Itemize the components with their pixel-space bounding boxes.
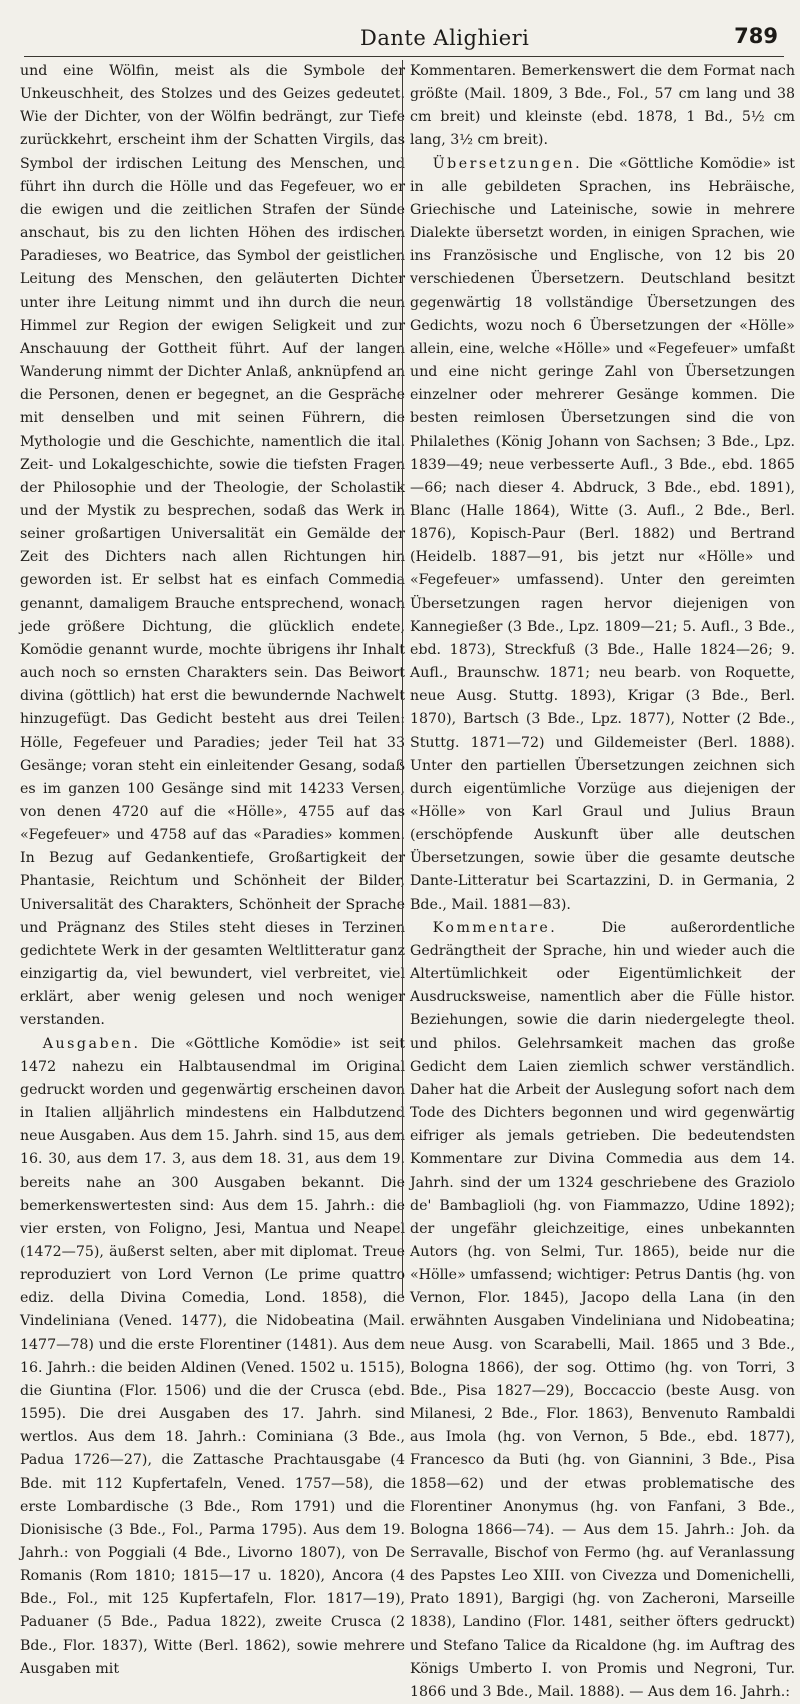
section-heading-kommentare: Kommentare. — [432, 919, 558, 936]
paragraph-uebersetzungen-text: Die «Göttliche Komödie» ist in alle gebildeten Sprachen, ins Hebräische, Griechische und Lateinische, sowie in mehrere Dialekte übersetzt worden, in einigen Sprachen, wie ins Französische und Englische, von 12 bis 20 verschiedenen Übersetzern. Deutschland besitzt gegenwärtig 18 vollständige Übersetzungen des Gedichts, wozu noch 6 Übersetzungen der «Hölle» allein, eine, welche «Hölle» und «Fegefeuer» umfaßt und eine nicht geringe Zahl von Übersetzungen einzelner oder mehrerer Gesänge kommen. Die besten reimlosen Übersetzungen sind die von Philalethes (König Johann von Sachsen; 3 Bde., Lpz. 1839—49; neue verbesserte Aufl., 3 Bde., ebd. 1865—66; nach dieser 4. Abdruck, 3 Bde., ebd. 1891), Blanc (Halle 1864), Witte (3. Aufl., 2 Bde., Berl. 1876), Kopisch-Paur (Berl. 1882) und Bertrand (Heidelb. 1887—91, bis jetzt nur «Hölle» und «Fegefeuer» umfassend). Unter den gereimten Übersetzungen ragen hervor diejenigen von Kannegießer (3 Bde., Lpz. 1809—21; 5. Aufl., 3 Bde., ebd. 1873), Streckfuß (3 Bde., Halle 1824—26; 9. Aufl., Braunschw. 1871; neu bearb. von Roquette, neue Ausg. Stuttg. 1893), Krigar (3 Bde., Berl. 1870), Bartsch (3 Bde., Lpz. 1877), Notter (2 Bde., Stuttg. 1871—72) und Gildemeister (Berl. 1888). Unter den partiellen Übersetzungen zeichnen sich durch eigentümliche Vorzüge aus diejenigen der «Hölle» von Karl Graul und Julius Braun (erschöpfende Auskunft über alle deutschen Übersetzungen, sowie über die gesamte deutsche Dante-Litteratur bei Scartazzini, D. in Germania, 2 Bde., Mail. 1881—83). — [410, 155, 795, 913]
paragraph-ausgaben — [20, 1033, 405, 1681]
paragraph-symbolism: und eine Wölfin, meist als die Symbole der Unkeuschheit, des Stolzes und des Geizes gedeutet. Wie der Dichter, von der Wölfin bedrängt, zur Tiefe zurückkehrt, erscheint ihm der Schatten Virgils, das Symbol der irdischen Leitung des Menschen, und führt ihn durch die Hölle und das Fegefeuer, wo er die ewigen und die zeitlichen Strafen der Sünde anschaut, bis zu den lichten Höhen des irdischen Paradieses, wo Beatrice, das Symbol der geistlichen Leitung des Menschen, den geläuterten Dichter unter ihre Leitung nimmt und ihn durch die neun Himmel zur Region der ewigen Seligkeit und zur Anschauung der Gottheit führt. Auf der langen Wanderung nimmt der Dichter Anlaß, anknüpfend an die Personen, denen er begegnet, an die Gespräche mit denselben und mit seinen Führern, die Mythologie und die Geschichte, namentlich die ital. Zeit- und Lokalgeschichte, sowie die tiefsten Fragen der Philosophie und der Theologie, der Scholastik und der Mystik zu besprechen, sodaß das Werk in seiner großartigen Universalität ein Gemälde der Zeit des Dichters nach allen Richtungen hin geworden ist. Er selbst hat es einfach Commedia genannt, damaligem Brauche entsprechend, wonach jede größere Dichtung, die glücklich endete, Komödie genannt wurde, mochte übrigens ihr Inhalt auch noch so ernsten Charakters sein. Das Beiwort divina (göttlich) hat erst die bewundernde Nachwelt hinzugefügt. Das Gedicht besteht aus drei Teilen: Hölle, Fegefeuer und Paradies; jeder Teil hat 33 Gesänge; voran steht ein einleitender Gesang, sodaß es im ganzen 100 Gesänge sind mit 14233 Versen, von denen 4720 auf die «Hölle», 4755 auf das «Fegefeuer» und 4758 auf das «Paradies» kommen. In Bezug auf Gedankentiefe, Großartigkeit der Phantasie, Reichtum und Schönheit der Bilder, Universalität des Charakters, Schönheit der Sprache und Prägnanz des Stiles steht dieses in Terzinen gedichtete Werk in der gesamten Weltlitteratur ganz einzigartig da, viel bewundert, viel verbreitet, viel erklärt, aber wenig gelesen und noch weniger verstanden. — [20, 63, 405, 1029]
left-column — [20, 60, 405, 1677]
paragraph-uebersetzungen — [410, 153, 795, 917]
page-header — [24, 4, 784, 54]
paragraph-kommentare — [410, 917, 795, 1704]
right-column — [410, 60, 795, 1700]
paragraph-kommentare-text: Die außerordentliche Gedrängtheit der Sprache, hin und wieder auch die Altertümlichkeit oder Eigentümlichkeit der Ausdrucksweise, namentlich aber die Fülle histor. Beziehungen, sowie die darin niedergelegte theol. und philos. Gelehrsamkeit machen das große Gedicht dem Laien ziemlich schwer verständlich. Daher hat die Arbeit der Auslegung sofort nach dem Tode des Dichters begonnen und wird gegenwärtig eifriger als jemals getrieben. Die bedeutendsten Kommentare zur Divina Commedia aus dem 14. Jahrh. sind der um 1324 geschriebene des Graziolo de' Bambaglioli (hg. von Fiammazzo, Udine 1892); der ungefähr gleichzeitige, eines unbekannten Autors (hg. von Selmi, Tur. 1865), beide nur die «Hölle» umfassend; wichtiger: Petrus Dantis (hg. von Vernon, Flor. 1845), Jacopo della Lana (in den erwähnten Ausgaben Vindeliniana und Nidobeatina; neue Ausg. von Scarabelli, Mail. 1865 und 3 Bde., Bologna 1866), der sog. Ottimo (hg. von Torri, 3 Bde., Pisa 1827—29), Boccaccio (beste Ausg. von Milanesi, 2 Bde., Flor. 1863), Benvenuto Rambaldi aus Imola (hg. von Vernon, 5 Bde., ebd. 1877), Francesco da Buti (hg. von Giannini, 3 Bde., Pisa 1858—62) und der etwas problematische des Florentiner Anonymus (hg. von Fanfani, 3 Bde., Bologna 1866—74). — Aus dem 15. Jahrh.: Joh. da Serravalle, Bischof von Fermo (hg. auf Veranlassung des Papstes Leo XIII. von Civezza und Domenichelli, Prato 1891), Bargigi (hg. von Zacheroni, Marseille 1838), Landino (Flor. 1481, seither öfters gedruckt) und Stefano Talice da Ricaldone (hg. im Auftrag des Königs Umberto I. von Promis und Negroni, Tur. 1866 und 3 Bde., Mail. 1888). — Aus dem 16. Jahrh.: — [410, 919, 795, 1700]
page-number: 789 — [734, 24, 778, 48]
section-heading-uebersetzungen: Übersetzungen. — [432, 155, 583, 172]
paragraph-ausgaben-text: Die «Göttliche Komödie» ist seit 1472 nahezu ein Halbtausendmal im Original gedruckt worden und gegenwärtig erscheinen davon in Italien alljährlich mindestens ein Halbdutzend neue Ausgaben. Aus dem 15. Jahrh. sind 15, aus dem 16. 30, aus dem 17. 3, aus dem 18. 31, aus dem 19. bereits nahe an 300 Ausgaben bekannt. Die bemerkenswertesten sind: Aus dem 15. Jahrh.: die vier ersten, von Foligno, Jesi, Mantua und Neapel (1472—75), äußerst selten, aber mit diplomat. Treue reproduziert von Lord Vernon (Le prime quattro ediz. della Divina Comedia, Lond. 1858), die Vindeliniana (Vened. 1477), die Nidobeatina (Mail. 1477—78) und die erste Florentiner (1481). Aus dem 16. Jahrh.: die beiden Aldinen (Vened. 1502 u. 1515), die Giuntina (Flor. 1506) und die der Crusca (ebd. 1595). Die drei Ausgaben des 17. Jahrh. sind wertlos. Aus dem 18. Jahrh.: Cominiana (3 Bde., Padua 1726—27), die Zattasche Prachtausgabe (4 Bde. mit 112 Kupfertafeln, Vened. 1757—58), die erste Lombardische (3 Bde., Rom 1791) und die Dionisische (3 Bde., Fol., Parma 1795). Aus dem 19. Jahrh.: von Poggiali (4 Bde., Livorno 1807), von De Romanis (Rom 1810; 1815—17 u. 1820), Ancora (4 Bde., Fol., mit 125 Kupfertafeln, Flor. 1817—19), Paduaner (5 Bde., Padua 1822), zweite Crusca (2 Bde., Flor. 1837), Witte (Berl. 1862), sowie mehrere Ausgaben mit — [20, 1035, 405, 1677]
header-rule — [24, 56, 784, 57]
running-head: Dante Alighieri — [360, 26, 530, 50]
paragraph-formats: Kommentaren. Bemerkenswert die dem Format nach größte (Mail. 1809, 3 Bde., Fol., 57 cm lang und 38 cm breit) und kleinste (ebd. 1878, 1 Bd., 5½ cm lang, 3½ cm breit). — [410, 63, 795, 149]
section-heading-ausgaben: Ausgaben. — [42, 1035, 141, 1052]
column-divider — [402, 60, 403, 1298]
